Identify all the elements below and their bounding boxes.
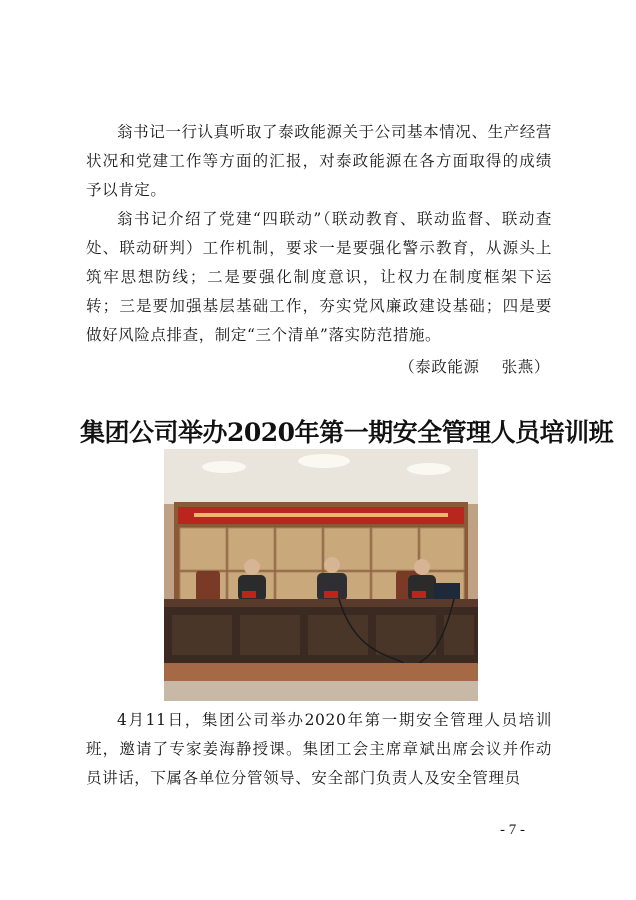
article-paragraph: 4月11日，集团公司举办2020年第一期安全管理人员培训班，邀请了专家姜海静授课。集团工会主席章斌出席会议并作动员讲话，下属各单位分管领导、安全部门负责人及安全管理员 — [86, 711, 552, 787]
byline: （泰政能源 张燕） — [399, 358, 550, 376]
article-top-body — [86, 118, 552, 350]
page-number: - 7 - — [500, 822, 525, 838]
article-paragraph: 翁书记一行认真听取了泰政能源关于公司基本情况、生产经营状况和党建工作等方面的汇报，对泰政能源在各方面取得的成绩予以肯定。 — [86, 123, 552, 199]
article-headline: 集团公司举办2020年第一期安全管理人员培训班 — [80, 418, 614, 447]
article-paragraph: 翁书记介绍了党建“四联动”（联动教育、联动监督、联动查处、联动研判）工作机制，要求一是要强化警示教育，从源头上筑牢思想防线；二是要强化制度意识，让权力在制度框架下运转；三是要加强基层基础工作，夯实党风廉政建设基础；四是要做好风险点排查，制定“三个清单”落实防范措施。 — [86, 210, 552, 344]
meeting-photo — [164, 449, 478, 701]
article-main-body — [86, 706, 552, 793]
